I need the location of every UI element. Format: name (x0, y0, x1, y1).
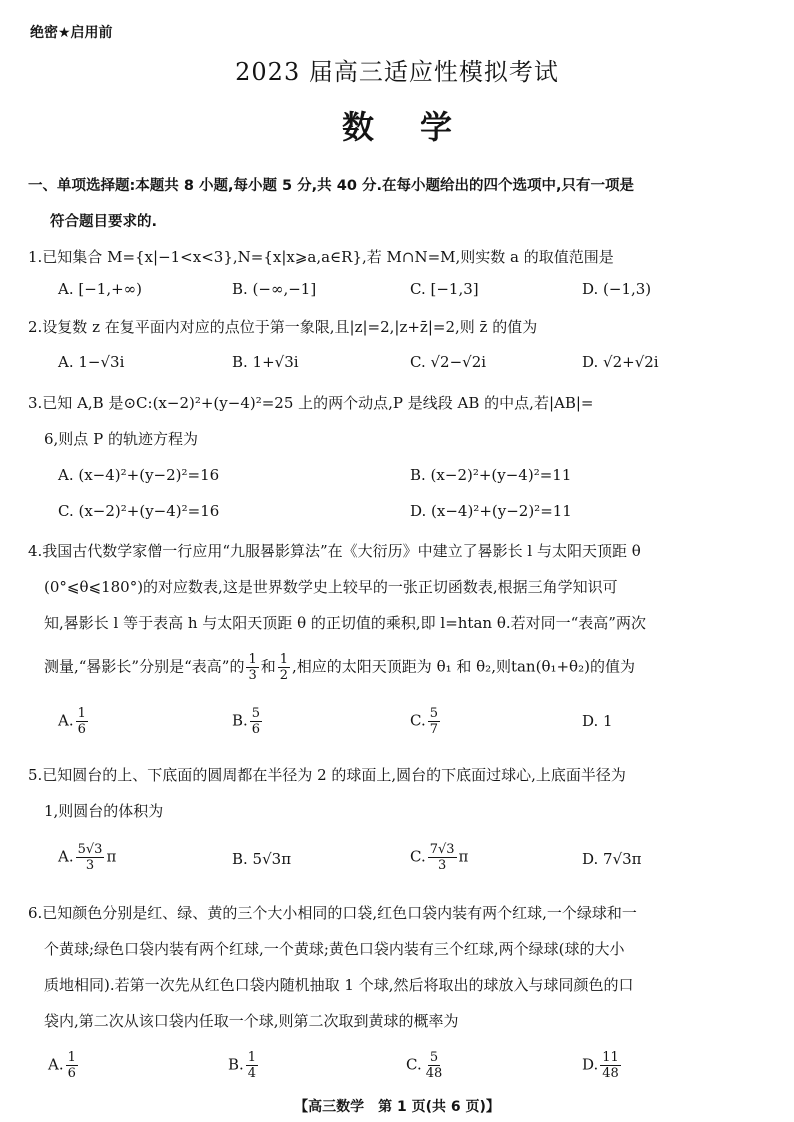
question-6-option-c: C. $\frac{5}{48}$ (406, 1050, 443, 1081)
question-1-option-d: D. (−1,3) (582, 280, 652, 298)
question-4-option-d: D. 1 (582, 712, 613, 730)
question-1-option-b: B. (−∞,−1] (232, 280, 317, 298)
section-instructions-line1: 一、单项选择题:本题共 8 小题,每小题 5 分,共 40 分.在每小题给出的四个选项中,只有一项是 (28, 178, 634, 194)
question-2-option-c: C. √2−√2i (410, 353, 487, 371)
question-5-option-b: B. 5√3π (232, 850, 292, 868)
question-6-line1: 6.已知颜色分别是红、绿、黄的三个大小相同的口袋,红色口袋内装有两个红球,一个绿球和一 (28, 904, 637, 922)
question-6-line4: 袋内,第二次从该口袋内任取一个球,则第二次取到黄球的概率为 (44, 1012, 459, 1030)
question-2-stem: 2.设复数 z 在复平面内对应的点位于第一象限,且|z|=2,|z+z̄|=2,则 z̄ 的值为 (28, 318, 538, 336)
question-4-option-b: B. $\frac{5}{6}$ (232, 706, 261, 737)
question-3-stem-line2: 6,则点 P 的轨迹方程为 (44, 430, 198, 448)
question-4-option-c: C. $\frac{5}{7}$ (410, 706, 438, 737)
question-6-line3: 质地相同).若第一次先从红色口袋内随机抽取 1 个球,然后将取出的球放入与球同颜色的口 (44, 976, 634, 994)
question-6-option-b: B. $\frac{1}{4}$ (228, 1050, 257, 1081)
question-5-option-d: D. 7√3π (582, 850, 642, 868)
subject-title: 数学 (341, 108, 498, 146)
question-6-option-a: A. $\frac{1}{6}$ (48, 1050, 76, 1081)
question-3-option-d: D. (x−4)²+(y−2)²=11 (410, 502, 572, 520)
question-3-option-a: A. (x−4)²+(y−2)²=16 (58, 466, 220, 484)
question-1-option-c: C. [−1,3] (410, 280, 479, 298)
question-4-line1: 4.我国古代数学家僧一行应用“九服晷影算法”在《大衍历》中建立了晷影长 l 与太阳天顶距 θ (28, 542, 641, 560)
question-4-line4-end: ,相应的太阳天顶距为 θ₁ 和 θ₂,则tan(θ₁+θ₂)的值为 (292, 657, 635, 676)
question-6-option-d: D. $\frac{11}{48}$ (582, 1050, 619, 1081)
confidential-label: 绝密★启用前 (30, 25, 113, 41)
question-3-stem-line1: 3.已知 A,B 是⊙C:(x−2)²+(y−4)²=25 上的两个动点,P 是线段 AB 的中点,若|AB|= (28, 394, 594, 412)
question-5-option-a: A. $\frac{5√3}{3}$ π (58, 842, 117, 873)
question-3-option-c: C. (x−2)²+(y−4)²=16 (58, 502, 220, 520)
fraction-one-half: $\frac{1}{2}$ (279, 652, 289, 683)
question-4-line4: 测量,“晷影长”分别是“表高”的 $\frac{1}{3}$ 和 $\frac{1}{2}$ ,相应的太阳天顶距为 θ₁ 和 θ₂,则tan(θ₁+θ₂)的值为 (44, 652, 635, 683)
question-1-option-a: A. [−1,+∞) (58, 280, 143, 298)
page-footer: 【高三数学 第 1 页(共 6 页)】 (294, 1099, 500, 1115)
question-4-line3: 知,晷影长 l 等于表高 h 与太阳天顶距 θ 的正切值的乘积,即 l=htan θ.若对同一“表高”两次 (44, 614, 646, 632)
question-5-line2: 1,则圆台的体积为 (44, 802, 164, 820)
question-4-option-a: A. $\frac{1}{6}$ (58, 706, 86, 737)
question-3-option-b: B. (x−2)²+(y−4)²=11 (410, 466, 572, 484)
question-6-line2: 个黄球;绿色口袋内装有两个红球,一个黄球;黄色口袋内装有三个红球,两个绿球(球的大小 (44, 940, 625, 958)
section-instructions-line2: 符合题目要求的. (50, 214, 158, 230)
fraction-one-third: $\frac{1}{3}$ (248, 652, 257, 683)
question-4-line2: (0°⩽θ⩽180°)的对应数表,这是世界数学史上较早的一张正切函数表,根据三角学知识可 (44, 578, 618, 596)
question-2-option-b: B. 1+√3i (232, 353, 299, 371)
question-1-stem: 1.已知集合 M={x|−1<x<3},N={x|x⩾a,a∈R},若 M∩N=M,则实数 a 的取值范围是 (28, 248, 614, 266)
question-5-option-c: C. $\frac{7√3}{3}$ π (410, 842, 469, 873)
question-4-line4-start: 测量,“晷影长”分别是“表高”的 (44, 657, 245, 676)
question-2-option-d: D. √2+√2i (582, 353, 659, 371)
question-2-option-a: A. 1−√3i (58, 353, 125, 371)
exam-title: 2023 届高三适应性模拟考试 (235, 58, 559, 86)
question-5-line1: 5.已知圆台的上、下底面的圆周都在半径为 2 的球面上,圆台的下底面过球心,上底面半径为 (28, 766, 626, 784)
